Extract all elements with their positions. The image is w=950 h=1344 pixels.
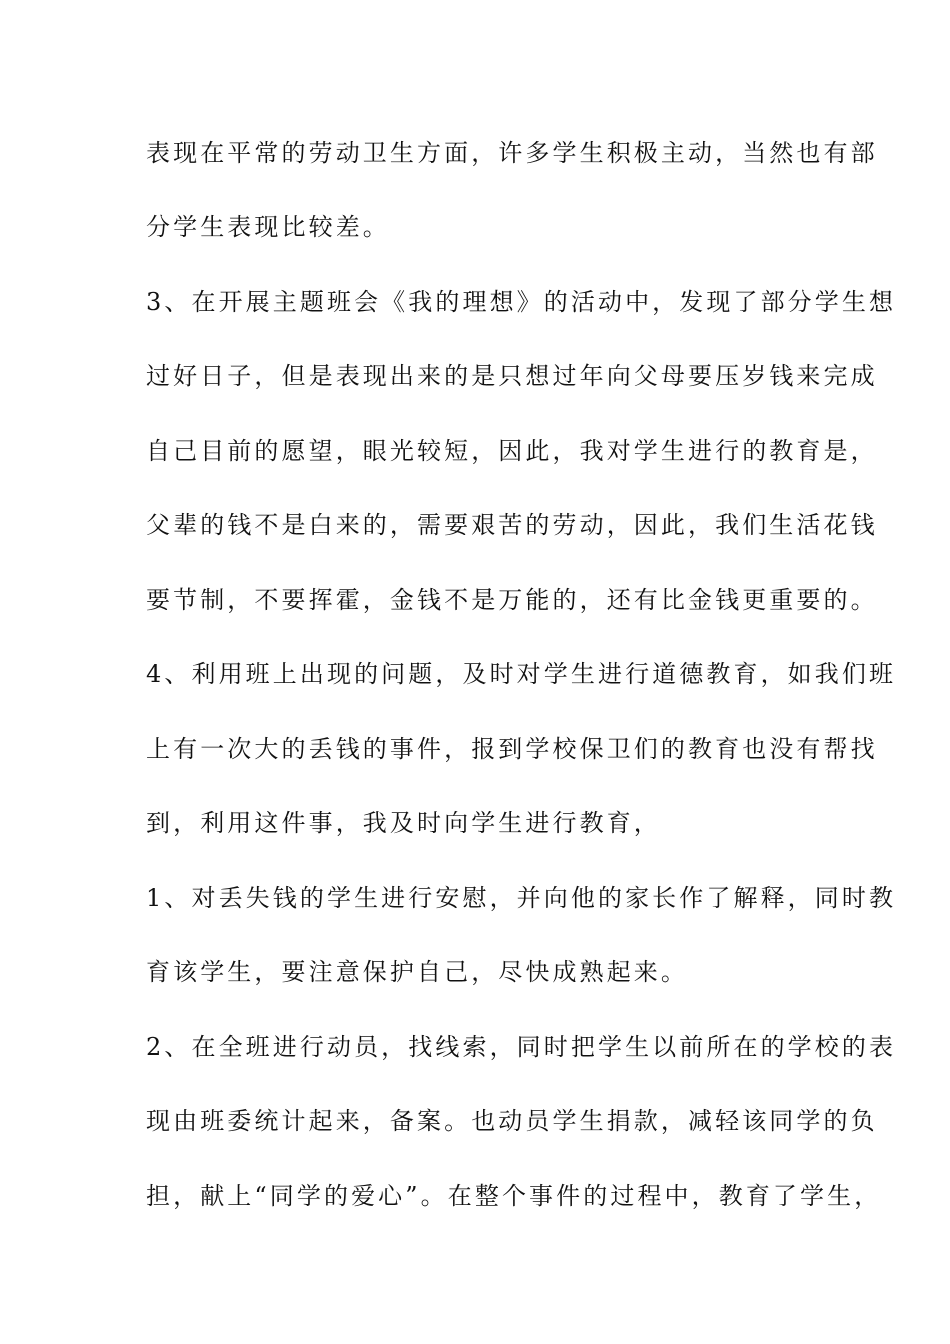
text-line-1: 表现在平常的劳动卫生方面，许多学生积极主动，当然也有部	[146, 139, 878, 167]
text-line-11: 1、对丢失钱的学生进行安慰，并向他的家长作了解释，同时教	[146, 884, 897, 912]
text-line-5: 自己目前的愿望，眼光较短，因此，我对学生进行的教育是，	[146, 437, 878, 465]
text-line-3: 3、在开展主题班会《我的理想》的活动中，发现了部分学生想	[146, 288, 897, 316]
text-line-12: 育该学生，要注意保护自己，尽快成熟起来。	[146, 958, 688, 986]
text-line-6: 父辈的钱不是白来的，需要艰苦的劳动，因此，我们生活花钱	[146, 511, 878, 539]
text-line-2: 分学生表现比较差。	[146, 213, 390, 241]
text-line-15: 担，献上“同学的爱心”。在整个事件的过程中，教育了学生，	[146, 1182, 882, 1210]
text-line-7: 要节制，不要挥霍，金钱不是万能的，还有比金钱更重要的。	[146, 586, 878, 614]
text-line-10: 到，利用这件事，我及时向学生进行教育，	[146, 809, 661, 837]
text-line-14: 现由班委统计起来，备案。也动员学生捐款，减轻该同学的负	[146, 1107, 878, 1135]
text-line-13: 2、在全班进行动员，找线索，同时把学生以前所在的学校的表	[146, 1033, 897, 1061]
text-line-8: 4、利用班上出现的问题，及时对学生进行道德教育，如我们班	[146, 660, 897, 688]
text-line-4: 过好日子，但是表现出来的是只想过年向父母要压岁钱来完成	[146, 362, 878, 390]
text-line-9: 上有一次大的丢钱的事件，报到学校保卫们的教育也没有帮找	[146, 735, 878, 763]
